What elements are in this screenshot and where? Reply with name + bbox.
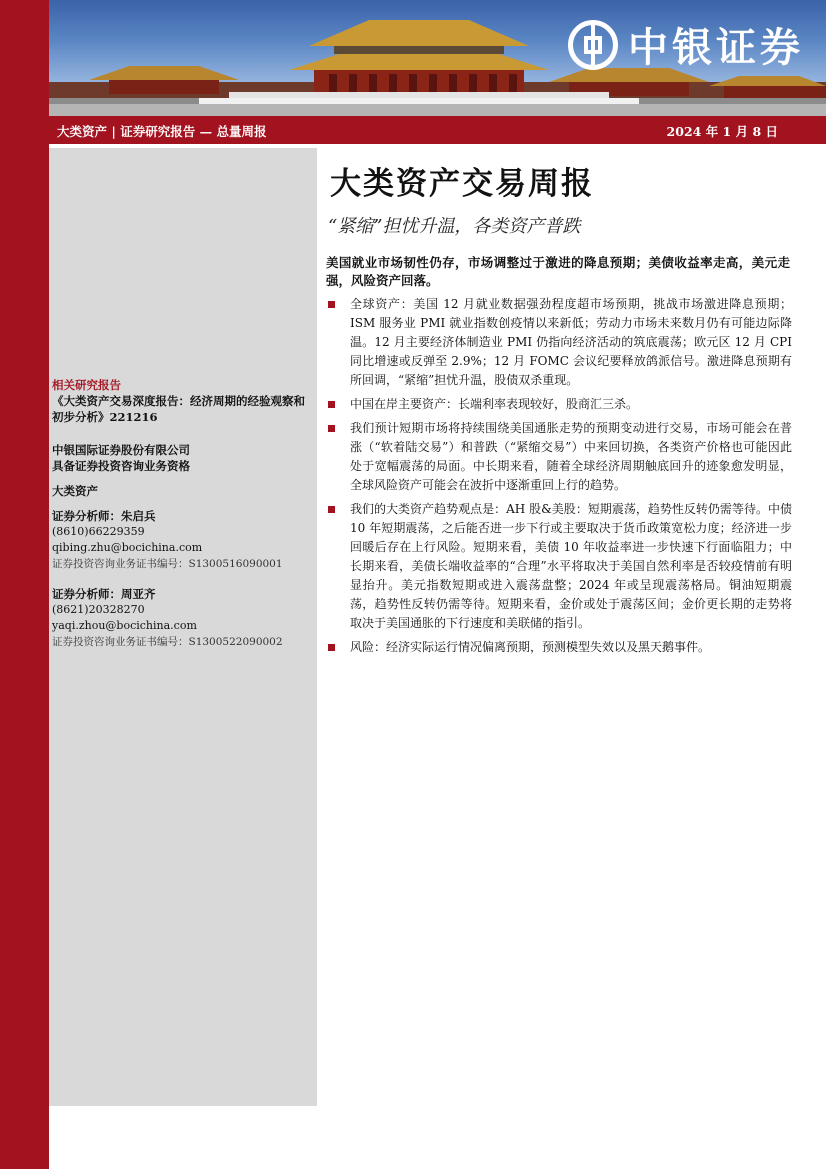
logo-text: 中银证券	[628, 25, 804, 71]
left-red-strip	[0, 0, 49, 1169]
header-banner	[49, 0, 826, 116]
analyst-license: 证券投资咨询业务证书编号：S1300516090001	[52, 558, 283, 570]
square-bullet-icon	[328, 506, 335, 513]
report-subheader	[49, 116, 826, 144]
lead-summary: 美国就业市场韧性仍存，市场调整过于激进的降息预期；美债收益率走高，美元走强，风险资产回落。	[326, 255, 790, 288]
related-reports-title: 相关研究报告	[52, 378, 121, 392]
report-title: 大类资产交易周报	[330, 166, 594, 202]
analyst-title: 证券分析师：朱启兵	[52, 509, 156, 523]
boc-securities-logo	[568, 16, 804, 73]
related-report-item: 《大类资产交易深度报告：经济周期的经验观察和初步分析》221216	[52, 394, 305, 424]
list-item	[324, 295, 792, 390]
boc-logo-icon	[568, 20, 618, 70]
company-info	[52, 442, 314, 474]
company-name: 中银国际证券股份有限公司	[52, 443, 190, 457]
analyst-block	[52, 508, 314, 572]
report-category-label: 大类资产 | 证券研究报告 — 总量周报	[57, 124, 267, 139]
bullet-text: 我们的大类资产趋势观点是：AH 股&美股：短期震荡，趋势性反转仍需等待。中债 10 年短期震荡，之后能否进一步下行或主要取决于货币政策宽松力度；经济进一步回暖后存在上行风险。短期来看，美债 10 年收益率进一步快速下行面临阻力；中长期来看，美债长端收益率的“合理”水平将取决于美国自然利率是否较疫情前有明显抬升。美元指数短期或进入震荡盘整；2024 年或呈现震荡格局。铜油短期震荡，趋势性反转仍需等待。短期来看，金价或处于震荡区间；金价更长期的走势将取决于美国通胀的下行速度和美联储的指引。	[350, 502, 792, 630]
analyst-phone: (8621)20328270	[52, 603, 145, 616]
sidebar	[49, 148, 317, 1106]
list-item	[324, 395, 792, 414]
company-qualification: 具备证券投资咨询业务资格	[52, 459, 190, 473]
bullet-text: 全球资产：美国 12 月就业数据强劲程度超市场预期，挑战市场激进降息预期；ISM 服务业 PMI 就业指数创疫情以来新低；劳动力市场未来数月仍有可能边际降温。12 月主要经济体制造业 PMI 仍指向经济活动的筑底震荡；欧元区 12 月 CPI 同比增速或反弹至 2.9%；12 月 FOMC 会议纪要释放鸽派信号。激进降息预期有所回调，“紧缩”担忧升温，股债双杀重现。	[350, 297, 792, 387]
list-item	[324, 419, 792, 495]
category	[52, 483, 314, 499]
category-label: 大类资产	[52, 484, 98, 498]
bullet-text: 风险：经济实际运行情况偏离预期，预测模型失效以及黑天鹅事件。	[350, 640, 711, 654]
bullet-text: 中国在岸主要资产：长端利率表现较好，股商汇三杀。	[350, 397, 639, 411]
analyst-block	[52, 586, 314, 650]
analyst-phone: (8610)66229359	[52, 525, 145, 538]
list-item	[324, 638, 792, 657]
square-bullet-icon	[328, 401, 335, 408]
bullet-text: 我们预计短期市场将持续围绕美国通胀走势的预期变动进行交易，市场可能会在普涨（“软着陆交易”）和普跌（“紧缩交易”）中来回切换，各类资产价格也可能因此处于宽幅震荡的局面。中长期来看，随着全球经济周期触底回升的迹象愈发明显，全球风险资产可能会在波折中逐渐重回上行的趋势。	[350, 421, 792, 492]
analyst-email[interactable]: qibing.zhu@bocichina.com	[52, 541, 203, 554]
square-bullet-icon	[328, 301, 335, 308]
square-bullet-icon	[328, 425, 335, 432]
related-reports	[52, 377, 314, 425]
analyst-license: 证券投资咨询业务证书编号：S1300522090002	[52, 636, 283, 648]
report-subtitle: “紧缩”担忧升温，各类资产普跌	[328, 216, 581, 237]
list-item	[324, 500, 792, 633]
square-bullet-icon	[328, 644, 335, 651]
analyst-email[interactable]: yaqi.zhou@bocichina.com	[52, 619, 197, 632]
analyst-title: 证券分析师：周亚齐	[52, 587, 156, 601]
bullet-list	[324, 295, 792, 662]
report-date: 2024 年 1 月 8 日	[666, 124, 778, 139]
